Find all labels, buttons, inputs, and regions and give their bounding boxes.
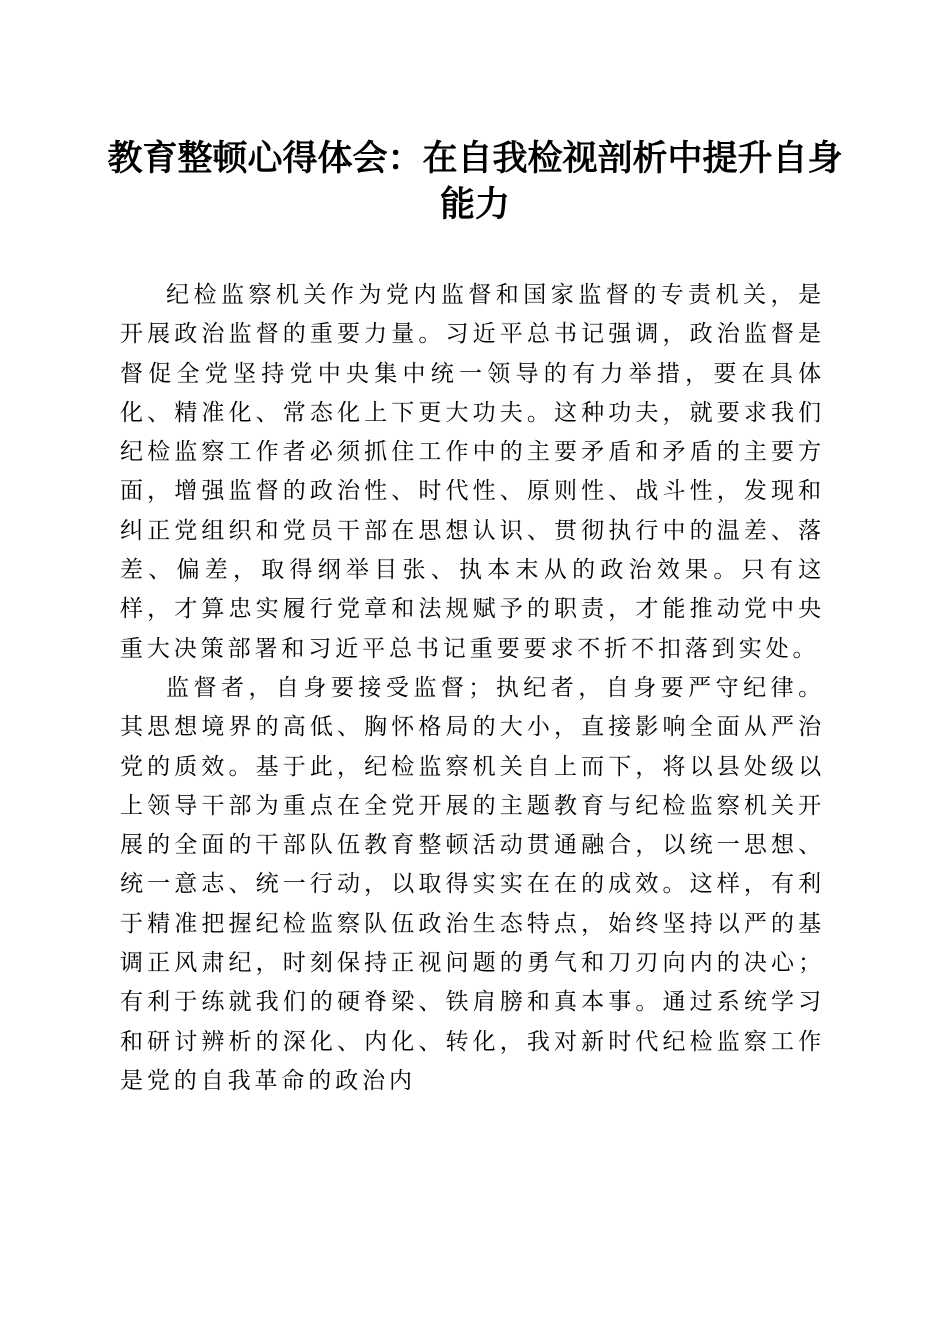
document-title: 教育整顿心得体会：在自我检视剖析中提升自身能力 xyxy=(107,138,843,225)
document-body xyxy=(120,276,825,1101)
paragraph-1: 纪检监察机关作为党内监督和国家监督的专责机关，是开展政治监督的重要力量。习近平总书记强调，政治监督是督促全党坚持党中央集中统一领导的有力举措，要在具体化、精准化、常态化上下更大功夫。这种功夫，就要求我们纪检监察工作者必须抓住工作中的主要矛盾和矛盾的主要方面，增强监督的政治性、时代性、原则性、战斗性，发现和纠正党组织和党员干部在思想认识、贯彻执行中的温差、落差、偏差，取得纲举目张、执本末从的政治效果。只有这样，才算忠实履行党章和法规赋予的职责，才能推动党中央重大决策部署和习近平总书记重要要求不折不扣落到实处。 xyxy=(120,282,825,662)
paragraph-2: 监督者，自身要接受监督；执纪者，自身要严守纪律。其思想境界的高低、胸怀格局的大小，直接影响全面从严治党的质效。基于此，纪检监察机关自上而下，将以县处级以上领导干部为重点在全党开展的主题教育与纪检监察机关开展的全面的干部队伍教育整顿活动贯通融合，以统一思想、统一意志、统一行动，以取得实实在在的成效。这样，有利于精准把握纪检监察队伍政治生态特点，始终坚持以严的基调正风肃纪，时刻保持正视问题的勇气和刀刃向内的决心；有利于练就我们的硬脊梁、铁肩膀和真本事。通过系统学习和研讨辨析的深化、内化、转化，我对新时代纪检监察工作是党的自我革命的政治内 xyxy=(120,674,825,1094)
